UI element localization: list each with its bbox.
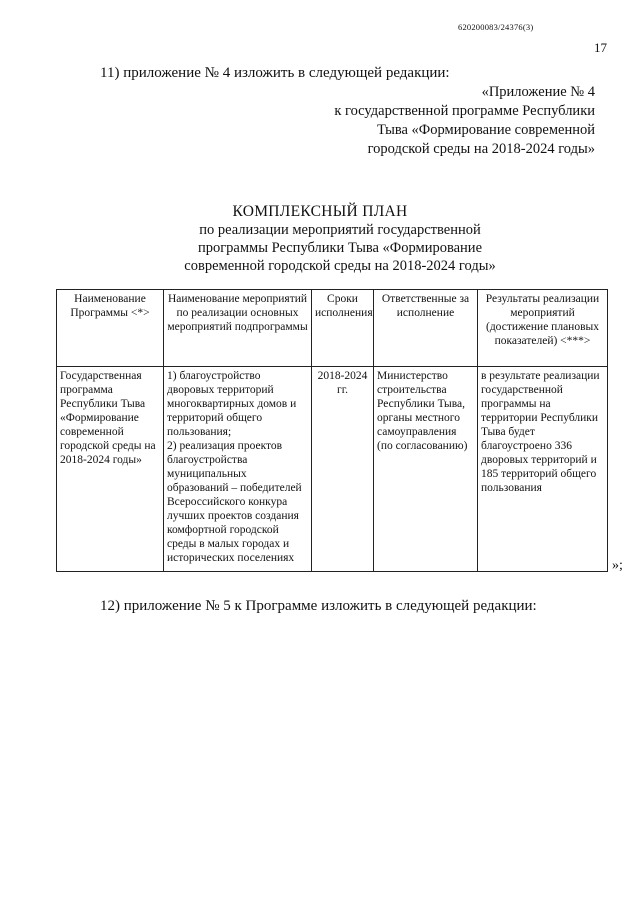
plan-subtitle-line: современной городской среды на 2018-2024 годы» [184,258,496,274]
annex-line: Тыва «Формирование современной [376,122,595,138]
plan-subtitle-line: по реализации мероприятий государственной [199,222,481,238]
cell-program: Государственная программа Республики Тыва «Формирование современной городской среды на 2018-2024 годы» [57,367,164,572]
item-11-text: 11) приложение № 4 изложить в следующей редакции: [100,65,450,81]
header-measures: Наименование мероприятий по реализации основных мероприятий подпрограммы [164,290,312,367]
annex-line: «Приложение № 4 [481,84,595,100]
annex-line: городской среды на 2018-2024 годы» [367,141,595,157]
annex-line: к государственной программе Республики [334,103,595,119]
measure-item: 2) реализация проектов благоустройства муниципальных образований – победителей Всероссийского конкура лучших проектов создания комфортной городской среды в малых городах и исторических поселениях [167,440,302,564]
header-responsible: Ответственные за исполнение [374,290,478,367]
document-number: 620200083/24376(3) [458,22,534,32]
header-term: Сроки исполнения [312,290,374,367]
plan-subtitle-line: программы Республики Тыва «Формирование [197,240,483,256]
plan-table [56,289,608,572]
cell-term: 2018-2024 гг. [312,367,374,572]
item-12-text: 12) приложение № 5 к Программе изложить в следующей редакции: [100,598,537,614]
plan-title: КОМПЛЕКСНЫЙ ПЛАН [232,203,408,220]
closing-quote-mark: »; [612,558,623,573]
cell-results: в результате реализации государственной программы на территории Республики Тыва будет благоустроено 336 дворовых территорий и 185 территорий общего пользования [478,367,608,572]
measure-item: 1) благоустройство дворовых территорий многоквартирных домов и территорий общего пользования; [167,370,297,438]
header-program: Наименование Программы <*> [57,290,164,367]
header-results: Результаты реализации мероприятий (достижение плановых показателей) <***> [478,290,608,367]
cell-responsible: Министерство строительства Республики Тыва, органы местного самоуправления (по согласованию) [374,367,478,572]
plan-subtitle [110,221,570,275]
annex-heading [295,83,595,159]
page-number: 17 [594,40,607,55]
cell-measures [164,367,312,572]
table-header-row [57,290,608,367]
table-row [57,367,608,572]
